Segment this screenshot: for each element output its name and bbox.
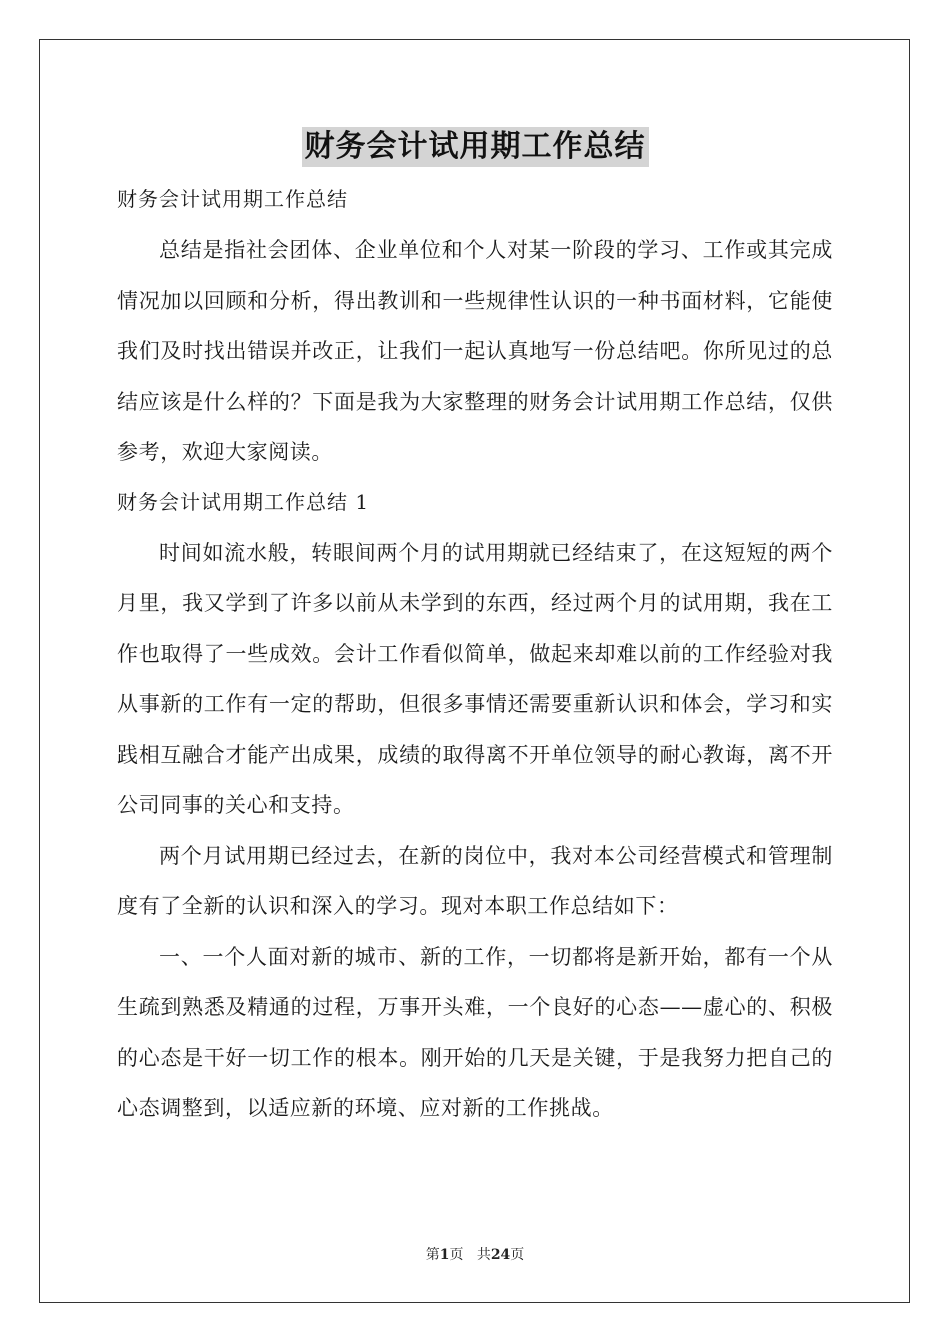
footer-page-number: 1 [439,1247,450,1263]
document-title: 财务会计试用期工作总结 [302,127,649,167]
footer-page-suffix: 页 [449,1247,464,1263]
body-paragraph-2: 两个月试用期已经过去，在新的岗位中，我对本公司经营模式和管理制度有了全新的认识和深入的学习。现对本职工作总结如下： [117,843,833,918]
page-footer [0,1245,950,1265]
document-subtitle: 财务会计试用期工作总结 [117,187,348,211]
body-paragraph-1: 时间如流水般，转眼间两个月的试用期就已经结束了，在这短短的两个月里，我又学到了许多以前从未学到的东西，经过两个月的试用期，我在工作也取得了一些成效。会计工作看似简单，做起来却难以前的工作经验对我从事新的工作有一定的帮助，但很多事情还需要重新认识和体会，学习和实践相互融合才能产出成果，成绩的取得离不开单位领导的耐心教诲，离不开公司同事的关心和支持。 [117,540,833,817]
footer-total-suffix: 页 [510,1247,525,1263]
footer-total-prefix: 共 [476,1247,491,1263]
footer-page-prefix: 第 [425,1247,440,1263]
footer-total-pages: 24 [490,1247,511,1263]
intro-paragraph: 总结是指社会团体、企业单位和个人对某一阶段的学习、工作或其完成情况加以回顾和分析，得出教训和一些规律性认识的一种书面材料，它能使我们及时找出错误并改正，让我们一起认真地写一份总结吧。你所见过的总结应该是什么样的？下面是我为大家整理的财务会计试用期工作总结，仅供参考，欢迎大家阅读。 [117,238,833,464]
document-body [117,183,833,1134]
body-paragraph-3: 一、一个人面对新的城市、新的工作，一切都将是新开始，都有一个从生疏到熟悉及精通的过程，万事开头难，一个良好的心态——虚心的、积极的心态是干好一切工作的根本。刚开始的几天是关键，于是我努力把自己的心态调整到，以适应新的环境、应对新的工作挑战。 [117,944,833,1120]
title-wrap [0,127,950,167]
section-title: 财务会计试用期工作总结 1 [117,489,370,514]
